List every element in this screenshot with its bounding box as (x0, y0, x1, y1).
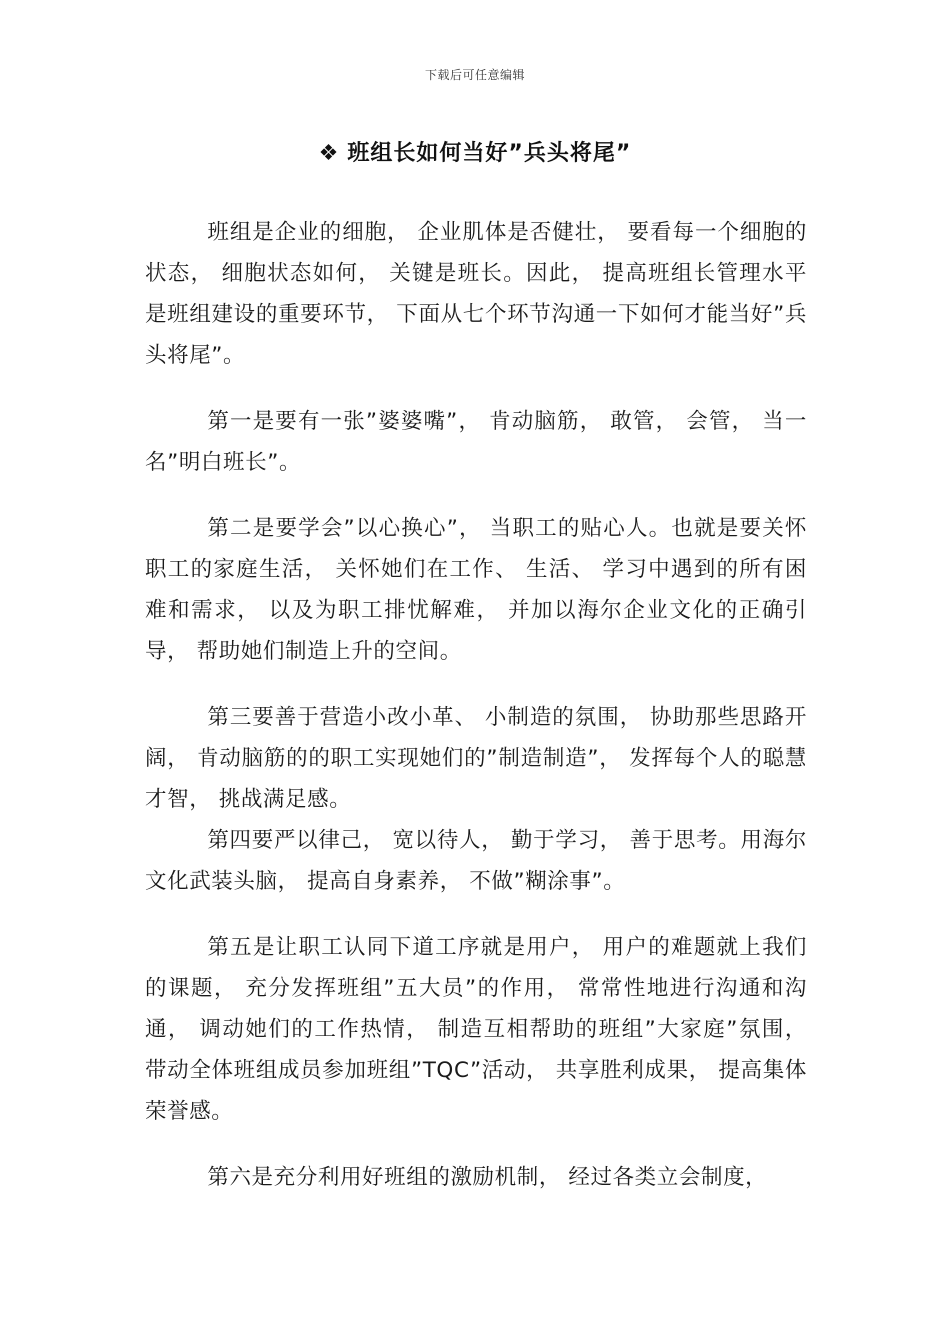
paragraph-point-1: 第一是要有一张”婆婆嘴”， 肯动脑筋， 敢管， 会管， 当一名”明白班长”。 (145, 409, 807, 475)
paragraph-point-3: 第三要善于营造小改小革、 小制造的氛围， 协助那些思路开阔， 肯动脑筋的的职工实现她们的”制造制造”， 发挥每个人的聪慧才智， 挑战满足感。 (145, 705, 807, 812)
paragraph-point-4: 第四要严以律己， 宽以待人， 勤于学习， 善于思考。用海尔文化武装头脑， 提高自身素养， 不做”糊涂事”。 (145, 828, 807, 894)
paragraph-point-6: 第六是充分利用好班组的激励机制， 经过各类立会制度， (207, 1165, 768, 1190)
paragraph-point-5: 第五是让职工认同下道工序就是用户， 用户的难题就上我们的课题， 充分发挥班组”五大员”的作用， 常常性地进行沟通和沟通， 调动她们的工作热情， 制造互相帮助的班组”大家庭”氛围， 带动全体班组成员参加班组”TQC”活动， 共享胜利成果， 提高集体荣誉感。 (145, 935, 807, 1124)
header-note: 下载后可任意编辑 (424, 68, 525, 82)
paragraph-intro: 班组是企业的细胞， 企业肌体是否健壮， 要看每一个细胞的状态， 细胞状态如何， 关键是班长。因此， 提高班组长管理水平是班组建设的重要环节， 下面从七个环节沟通一下如何才能当好”兵头将尾”。 (145, 220, 807, 368)
document-body (145, 212, 807, 1198)
paragraph-point-2: 第二是要学会”以心换心”， 当职工的贴心人。也就是要关怀职工的家庭生活， 关怀她们在工作、 生活、 学习中遇到的所有困难和需求， 以及为职工排忧解难， 并加以海尔企业文化的正确引导， 帮助她们制造上升的空间。 (145, 516, 807, 664)
diamond-bullet-icon: ❖ (318, 141, 340, 166)
document-title (0, 136, 950, 167)
title-text: 班组长如何当好”兵头将尾” (347, 141, 632, 166)
